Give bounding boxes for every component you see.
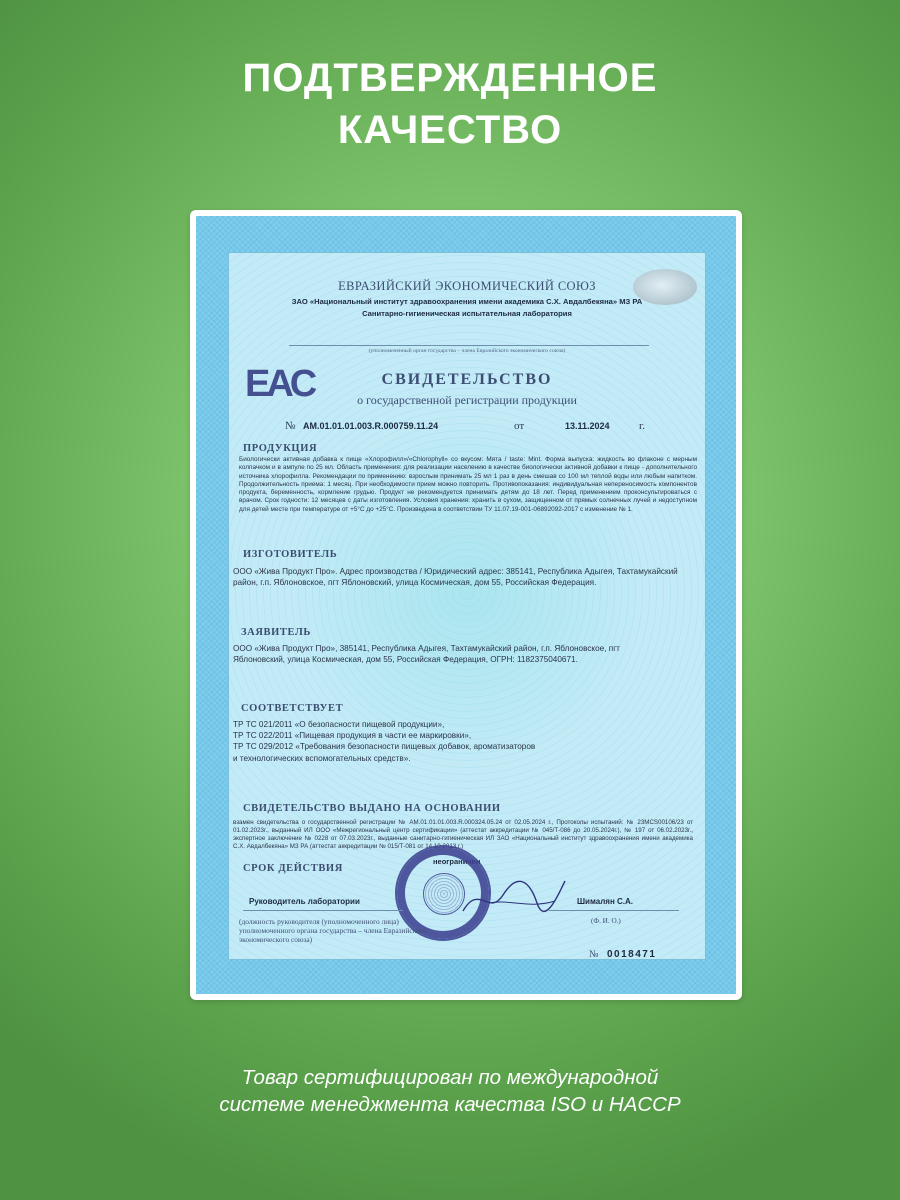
certificate-frame [196,216,736,994]
headline-line-1: ПОДТВЕРЖДЕННОЕ [242,56,658,100]
conforms-line: ТР ТС 021/2011 «О безопасности пищевой продукции», [233,720,445,729]
tagline-line-2: системе менеджмента качества ISO и HACCP [219,1093,681,1116]
serial-label: № [589,949,599,960]
applicant-heading: ЗАЯВИТЕЛЬ [241,627,311,638]
serial-number: 0018471 [607,949,657,960]
authority-note: (уполномоченный орган государства – члена Евразийского экономического союза) [368,348,566,354]
position-note: (должность руководителя (уполномоченного лица) уполномоченного органа государства – члена Евразийского экономического союза) [239,917,427,944]
certificate-card [190,210,742,1000]
product-description: Биологически активная добавка к пище «Хлорофилл»/«Chlorophyll» со вкусом: Мята / taste: Mint. Форма выпуска: жидкость во флаконе с мерным колпачком и в ампуле по 25 мл. Область применения: для реализации населению в качестве биологически активной добавки к пище - дополнительного источника хлорофилла. Рекомендации по применению: взрослым принимать 25 мл 1 раз в день смешав со 100 мл теплой воды или любым напитком. Продолжительность приема: 1 месяц. При необходимости прием можно повторить. Противопоказания: индивидуальная непереносимость компонентов продукта, беременность, кормление грудью. Продукт не рекомендуется принимать детям до 18 лет. Перед применением проконсультироваться с врачом. Срок годности: 12 месяцев с даты изготовления. Условия хранения: хранить в сухом, защищенном от прямых солнечных лучей и недоступном для детей месте при температуре от +5°C до +25°C. Произведена в соответствии ТУ 11.07.19-001-06892092-2017 с изменение № 1. [239,456,697,513]
eac-mark-logo: EAC [245,363,314,405]
signer-name: Шималян С.А. [577,897,634,906]
applicant-details: ООО «Жива Продукт Про», 385141, Республика Адыгея, Тахтамукайский район, г.п. Яблоновское, пгт Яблоновский, улица Космическая, дом 55, Российская Федерация, ОГРН: 1182375040671. [233,644,620,665]
from-label: от [514,420,525,432]
validity-heading: СРОК ДЕЙСТВИЯ [243,863,343,874]
basis-text: взамен свидетельства о государственной регистрации № AM.01.01.01.003.R.000324.05.24 от 02.05.2024 г., Протоколы испытаний: № 23MCS00106/23 от 01.02.2023г., выданный ИЛ ООО «Межрегиональный центр сертификации» (аттестат аккредитации № 045/Т-086 до 20.05.2024г.), № 197 от 06.02.2023г., экспертное заключение № 0228 от 07.03.2023г., выданные санитарно-гигиеническая ИЛ ЗАО «Национальный институт здравоохранения имени академика С.Х. Авдалбекяна» МЗ РА (аттестат аккредитации № 015/Т-081 от 14.10.2013 г.) [233,819,693,850]
headline-line-2: КАЧЕСТВО [337,108,563,152]
certificate-subtitle: о государственной регистрации продукции [357,393,577,407]
conforms-line: и технологических вспомогательных средств». [233,753,411,763]
validity-value: неограничен [433,857,481,866]
union-title: ЕВРАЗИЙСКИЙ ЭКОНОМИЧЕСКИЙ СОЮЗ [338,279,596,293]
conforms-heading: СООТВЕТСТВУЕТ [241,703,344,714]
signature-icon [459,873,569,923]
number-label: № [285,420,296,432]
basis-heading: СВИДЕТЕЛЬСТВО ВЫДАНО НА ОСНОВАНИИ [243,803,501,814]
certificate-date: 13.11.2024 [565,421,610,431]
page-tagline [0,1064,900,1118]
certificate-number: AM.01.01.01.003.R.000759.11.24 [303,421,439,431]
certificate-title: СВИДЕТЕЛЬСТВО [381,371,553,388]
institute-name: ЗАО «Национальный институт здравоохранения имени академика С.Х. Авдалбекяна» МЗ РА [291,297,643,306]
conforms-list [233,719,673,764]
divider [289,345,649,346]
name-line [549,910,679,911]
certificate-document [228,252,706,960]
year-suffix: г. [639,420,646,432]
signer-role: Руководитель лаборатории [249,897,360,906]
signature-line [243,910,403,911]
manufacturer-details: ООО «Жива Продукт Про». Адрес производства / Юридический адрес: 385141, Республика Адыгея, Тахтамукайский район, г.п. Яблоновское, пгт Яблоновский, улица Космическая, дом 55, Российская Федерация. [233,567,678,588]
manufacturer-heading: ИЗГОТОВИТЕЛЬ [243,549,338,560]
laboratory-name: Санитарно-гигиеническая испытательная лаборатория [362,309,572,318]
fio-note: (Ф. И. О.) [591,917,621,925]
conforms-line: ТР ТС 029/2012 «Требования безопасности пищевых добавок, ароматизаторов [233,742,536,752]
page-headline [0,52,900,156]
product-heading: ПРОДУКЦИЯ [243,443,318,454]
tagline-line-1: Товар сертифицирован по международной [241,1066,659,1089]
conforms-line: ТР ТС 022/2011 «Пищевая продукция в части ее маркировки», [233,731,472,741]
